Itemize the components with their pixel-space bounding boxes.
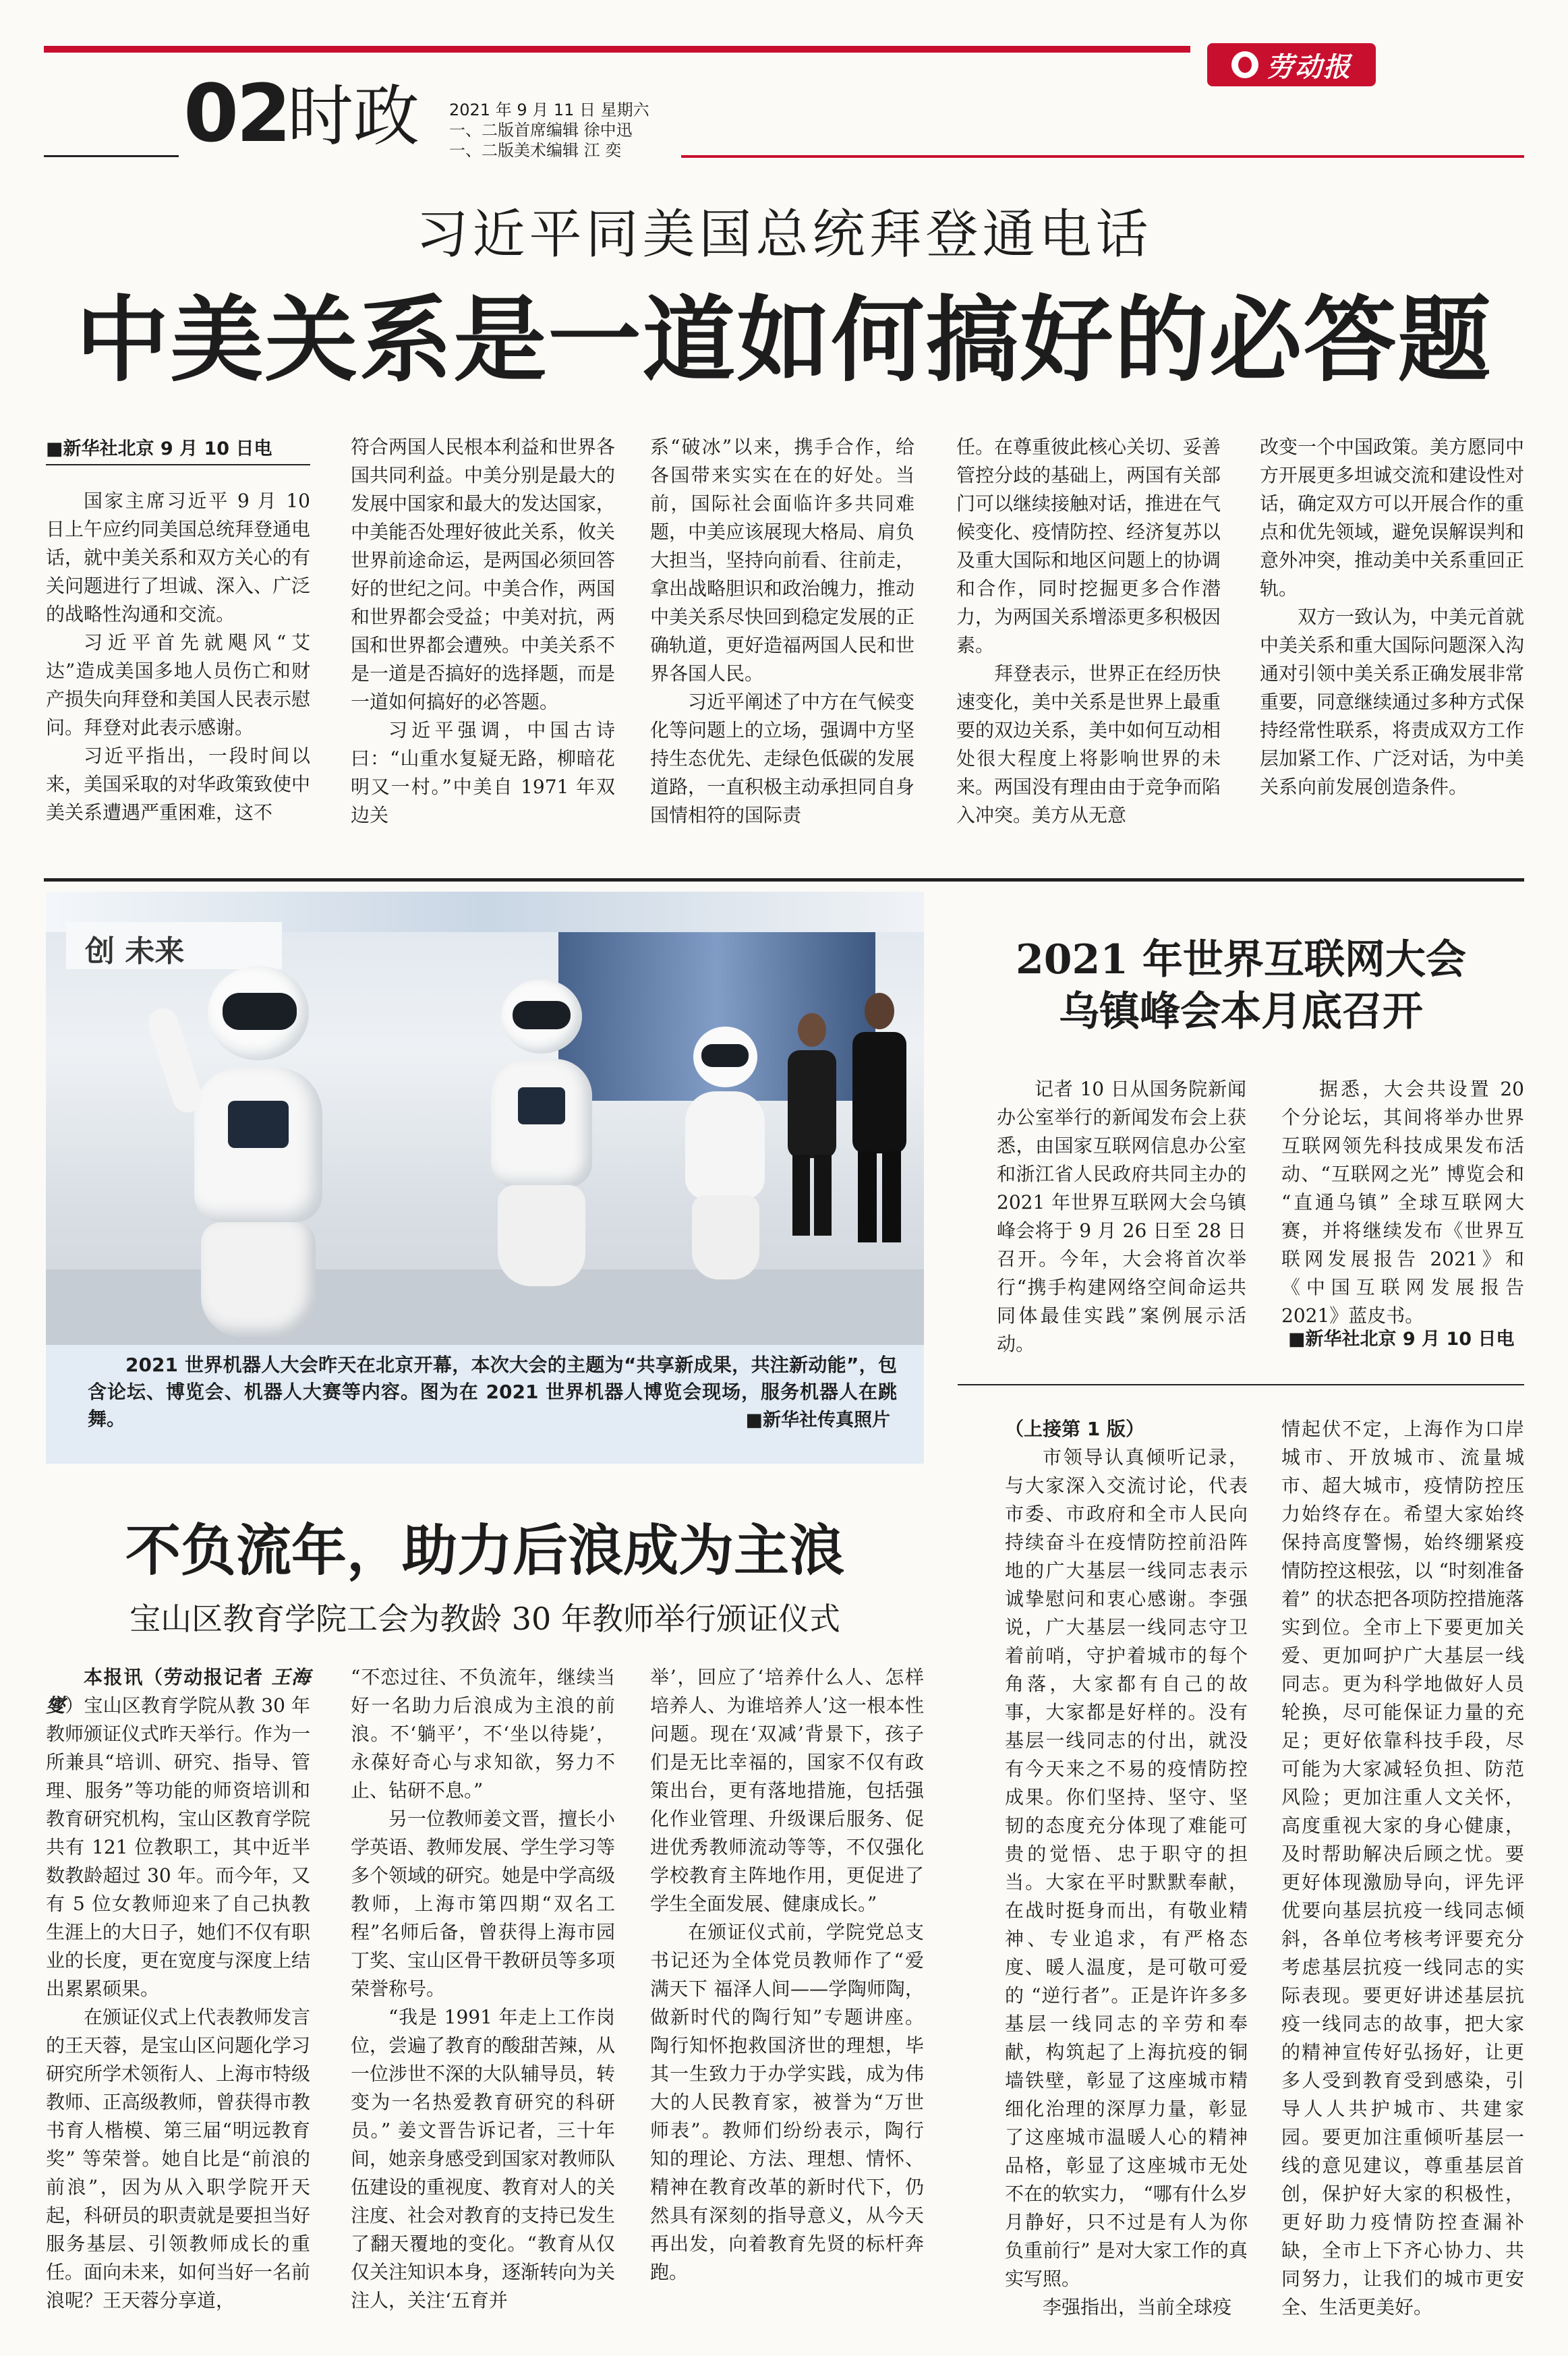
internet-dateline: ■新华社北京 9 月 10 日电 bbox=[1288, 1329, 1515, 1350]
teachers-col1-lead-text: ）宝山区教育学院从教 30 年教师颁证仪式昨天举行。作为一所兼具“培训、研究、指导、管理、服务”等功能的师资培训和教育研究机构，宝山区教育学院共有 121 位教职工，其中近半数教龄超过 30 年。而今年，又有 5 位女教师迎来了自己执教生涯上的大日子，她们不仅有职业的长度，更在宽度与深度上结出累累硕果。 bbox=[46, 1694, 311, 2000]
service-robot-middle bbox=[464, 979, 619, 1290]
visitor-figure-2 bbox=[848, 993, 909, 1242]
continued-column-1 bbox=[1005, 1415, 1248, 2322]
internet-bottom-rule bbox=[958, 1384, 1524, 1385]
masthead-right-rule bbox=[681, 155, 1524, 158]
editor-line-2: 一、二版美术编辑 江 奕 bbox=[449, 141, 622, 160]
teachers-col2-p3: “我是 1991 年走上工作岗位，尝遍了教育的酸甜苦辣，从一位涉世不深的大队辅导员，转变为一名热爱教育研究的科研员。” 姜文晋告诉记者，三十年间，她亲身感受到国家对教师队伍建设的重视度、教育对人的关注度、社会对教育的支持已发生了翻天覆地的变化。“教育从仅仅关注知识本身，逐渐转向为关注人，关注‘五育并 bbox=[351, 2006, 616, 2311]
internet-headline-1: 2021 年世界互联网大会 bbox=[1016, 936, 1466, 983]
lead-column-4 bbox=[956, 433, 1221, 830]
lead-col2-p1: 符合两国人民根本利益和世界各国共同利益。中美分别是最大的发展中国家和最大的发达国家，中美能否处理好彼此关系，攸关世界前途命运，是两国必须回答好的世纪之问。中美合作，两国和世界都会受益；中美对抗，两国和世界都会遭殃。中美关系不是一道是否搞好的选择题，而是一道如何搞好的必答题。 bbox=[351, 436, 616, 713]
masthead-left-rule bbox=[44, 155, 179, 157]
teachers-column-1 bbox=[46, 1663, 310, 2315]
teachers-col2-p1: “不恋过往、不负流年，继续当好一名助力后浪成为主浪的前浪。不‘躺平’，不‘坐以待毙’，永葆好奇心与求知欲，努力不止、钻研不息。” bbox=[351, 1666, 615, 1802]
teachers-col3-p2: 在颁证仪式前，学院党总支书记还为全体党员教师作了“爱满天下 福泽人间——学陶师陶，做新时代的陶行知”专题讲座。陶行知怀抱救国济世的理想，毕其一生致力于办学实践，成为伟大的人民教育家，被誉为“万世师表”。教师们纷纷表示，陶行知的理论、方法、理想、情怀、精神在教育改革的新时代下，仍然具有深刻的指导意义，从今天再出发，向着教育先贤的标杆奔跑。 bbox=[650, 1921, 924, 2283]
lead-col1-p1: 国家主席习近平 9 月 10 日上午应约同美国总统拜登通电话，就中美关系和双方关心的有关问题进行了坦诚、深入、广泛的战略性沟通和交流。 bbox=[46, 490, 311, 625]
service-robot-right bbox=[666, 1027, 781, 1283]
logo-text: 劳动报 bbox=[1267, 51, 1352, 83]
logo-badge bbox=[1207, 43, 1376, 86]
lead-col3-p1: 系“破冰”以来，携手合作，给各国带来实实在在的好处。当前，国际社会面临许多共同难题，中美应该展现大格局、肩负大担当，坚持向前看、往前走，拿出战略胆识和政治魄力，推动中美关系尽快回到稳定发展的正确轨道，更好造福两国人民和世界各国人民。 bbox=[650, 436, 915, 685]
lead-dateline: ■新华社北京 9 月 10 日电 bbox=[46, 438, 272, 459]
page-number: 02 bbox=[183, 67, 289, 160]
continued-col1-p1: 市领导认真倾听记录，与大家深入交流讨论，代表市委、市政府和全市人民向持续奋斗在疫情防控前沿阵地的广大基层一线同志表示诚挚慰问和衷心感谢。李强说，广大基层一线同志守卫着前哨，守护着城市的每个角落，大家都有自己的故事，大家都是好样的。没有基层一线同志的付出，就没有今天来之不易的疫情防控成果。你们坚持、坚守、坚韧的态度充分体现了难能可贵的觉悟、忠于职守的担当。大家在平时默默奉献，在战时挺身而出，有敬业精神、专业追求，有严格态度、暖人温度，是可敬可爱的 “逆行者”。正是许许多多基层一线同志的辛劳和奉献，构筑起了上海抗疫的铜墙铁壁，彰显了这座城市精细化治理的深厚力量，彰显了这座城市温暖人心的精神品格，彰显了这座城市无处不在的软实力， “哪有什么岁月静好，只不过是有人为你负重前行” 是对大家工作的真实写照。 bbox=[1005, 1446, 1248, 2290]
reporter-prefix: 本报讯（劳动报记者 bbox=[84, 1666, 272, 1688]
lead-col4-p1: 任。在尊重彼此核心关切、妥善管控分歧的基础上，两国有关部门可以继续接触对话，推进在气候变化、疫情防控、经济复苏以及重大国际和地区问题上的协调和合作，同时挖掘更多合作潜力，为两国关系增添更多积极因素。 bbox=[956, 436, 1221, 656]
dateline-rule bbox=[46, 464, 310, 465]
internet-col2-p1: 据悉，大会共设置 20 个分论坛，其间将举办世界互联网领先科技成果发布活动、“互联网之光” 博览会和 “直通乌镇” 全球互联网大赛，并将继续发布《世界互联网发展报告 2021》和《中国互联网发展报告 2021》蓝皮书。 bbox=[1281, 1078, 1524, 1327]
lead-headline: 中美关系是一道如何搞好的必答题 bbox=[76, 286, 1492, 395]
editor-line-1: 一、二版首席编辑 徐中迅 bbox=[449, 121, 633, 140]
teachers-col1-p2: 在颁证仪式上代表教师发言的王天蓉，是宝山区问题化学习研究所学术领衔人、上海市特级教师、正高级教师，曾获得市教书育人楷模、第三届“明远教育奖” 等荣誉。她自比是“前浪的前浪”，因为从入职学院开天起，科研员的职责就是要担当好服务基层、引领教师成长的重任。面向未来，如何当好一名前浪呢？王天蓉分享道， bbox=[46, 2006, 311, 2311]
lead-col5-p1: 改变一个中国政策。美方愿同中方开展更多坦诚交流和建设性对话，确定双方可以开展合作的重点和优先领域，避免误解误判和意外冲突，推动美中关系重回正轨。 bbox=[1260, 436, 1525, 600]
internet-headline-2: 乌镇峰会本月底召开 bbox=[1059, 988, 1423, 1035]
teachers-col2-p2: 另一位教师姜文晋，擅长小学英语、教师发展、学生学习等多个领域的研究。她是中学高级教师，上海市第四期“双名工程”名师后备，曾获得上海市园丁奖、宝山区骨干教研员等多项荣誉称号。 bbox=[351, 1808, 616, 2000]
continued-label: （上接第 1 版） bbox=[1005, 1418, 1144, 1440]
teachers-headline: 不负流年，助力后浪成为主浪 bbox=[125, 1519, 844, 1583]
lead-col4-p2: 拜登表示，世界正在经历快速变化，美中关系是世界上最重要的双边关系，美中如何互动相处很大程度上将影响世界的未来。两国没有理由由于竞争而陷入冲突。美方从无意 bbox=[956, 662, 1221, 826]
lead-col3-p2: 习近平阐述了中方在气候变化等问题上的立场，强调中方坚持生态优先、走绿色低碳的发展道路，一直积极主动承担同自身国情相符的国际责 bbox=[650, 691, 915, 826]
reporter-name: 王海燮 bbox=[46, 1666, 310, 1717]
continued-column-2 bbox=[1281, 1415, 1524, 2322]
lead-column-3 bbox=[650, 433, 914, 830]
lead-kicker: 习近平同美国总统拜登通电话 bbox=[415, 204, 1153, 265]
continued-col1-p2: 李强指出，当前全球疫 bbox=[1043, 2296, 1232, 2318]
photo-banner-text: 创 未来 bbox=[85, 934, 185, 969]
edition-date: 2021 年 9 月 11 日 星期六 bbox=[449, 100, 649, 119]
lead-col1-p2: 习近平首先就飓风“艾达”造成美国多地人员伤亡和财产损失向拜登和美国人民表示慰问。拜登对此表示感谢。 bbox=[46, 631, 311, 739]
top-red-rule bbox=[44, 46, 1190, 53]
section-divider bbox=[44, 878, 1524, 882]
section-title: 时政 bbox=[287, 78, 420, 155]
robot-photo bbox=[46, 892, 924, 1345]
teachers-subhead: 宝山区教育学院工会为教龄 30 年教师举行颁证仪式 bbox=[129, 1601, 840, 1637]
teachers-column-3 bbox=[650, 1663, 924, 2287]
lead-col1-p3: 习近平指出，一段时间以来，美国采取的对华政策致使中美关系遭遇严重困难，这不 bbox=[46, 745, 311, 824]
lead-col2-p2: 习近平强调，中国古诗曰：“山重水复疑无路，柳暗花明又一村。”中美自 1971 年双边关 bbox=[351, 719, 615, 826]
teachers-column-2 bbox=[351, 1663, 615, 2315]
lead-column-2 bbox=[351, 433, 615, 830]
continued-col2-p1: 情起伏不定，上海作为口岸城市、开放城市、流量城市、超大城市，疫情防控压力始终存在。希望大家始终保持高度警惕，始终绷紧疫情防控这根弦，以 “时刻准备着” 的状态把各项防控措施落实到位。全市上下要更加关爱、更加呵护广大基层一线同志。更为科学地做好人员轮换，尽可能保证力量的充足；更好依靠科技手段，尽可能为大家减轻负担、防范风险；更加注重人文关怀，高度重视大家的身心健康，及时帮助解决后顾之忧。要更好体现激励导向，评先评优要向基层抗疫一线同志倾斜，各单位考核考评要充分考虑基层抗疫一线同志的实际表现。要更好讲述基层抗疫一线同志的故事，把大家的精神宣传好弘扬好，让更多人受到教育受到感染，引导人人共护城市、共建家园。要更加注重倾听基层一线的意见建议，尊重基层首创，保护好大家的积极性，更好助力疫情防控查漏补缺，全市上下齐心协力、共同努力，让我们的城市更安全、生活更美好。 bbox=[1281, 1418, 1524, 2318]
internet-column-2 bbox=[1281, 1075, 1524, 1330]
lead-column-1 bbox=[46, 487, 310, 827]
service-robot-large bbox=[147, 966, 363, 1344]
lead-col5-p2: 双方一致认为，中美元首就中美关系和重大国际问题深入沟通对引领中美关系正确发展非常重要，同意继续通过多种方式保持经常性联系，将责成双方工作层加紧工作、广泛对话，为中美关系向前发展创造条件。 bbox=[1260, 606, 1525, 798]
teachers-col3-p1: 举’，回应了‘培养什么人、怎样培养人、为谁培养人’这一根本性问题。现在‘双减’背景下，孩子们是无比幸福的，国家不仅有政策出台，更有落地措施，包括强化作业管理、升级课后服务、促进优秀教师流动等等，不仅强化学校教育主阵地作用，更促进了学生全面发展、健康成长。” bbox=[650, 1666, 924, 1915]
teachers-col1-lead bbox=[46, 1663, 310, 2003]
visitor-figure-1 bbox=[784, 1013, 838, 1236]
lead-column-5 bbox=[1260, 433, 1524, 801]
photo-caption: 2021 世界机器人大会昨天在北京开幕，本次大会的主题为“共享新成果，共注新动能”，包含论坛、博览会、机器人大赛等内容。图为在 2021 世界机器人博览会现场，服务机器人在跳舞。 bbox=[88, 1354, 897, 1430]
internet-col1-p1: 记者 10 日从国务院新闻办公室举行的新闻发布会上获悉，由国家互联网信息办公室和浙江省人民政府共同主办的 2021 年世界互联网大会乌镇峰会将于 9 月 26 日至 28 日召开。今年，大会将首次举行“携手构建网络空间命运共同体最佳实践”案例展示活动。 bbox=[997, 1078, 1246, 1355]
logo-mark-icon bbox=[1231, 51, 1258, 78]
internet-column-1 bbox=[997, 1075, 1246, 1358]
photo-credit: ■新华社传真照片 bbox=[745, 1410, 890, 1431]
